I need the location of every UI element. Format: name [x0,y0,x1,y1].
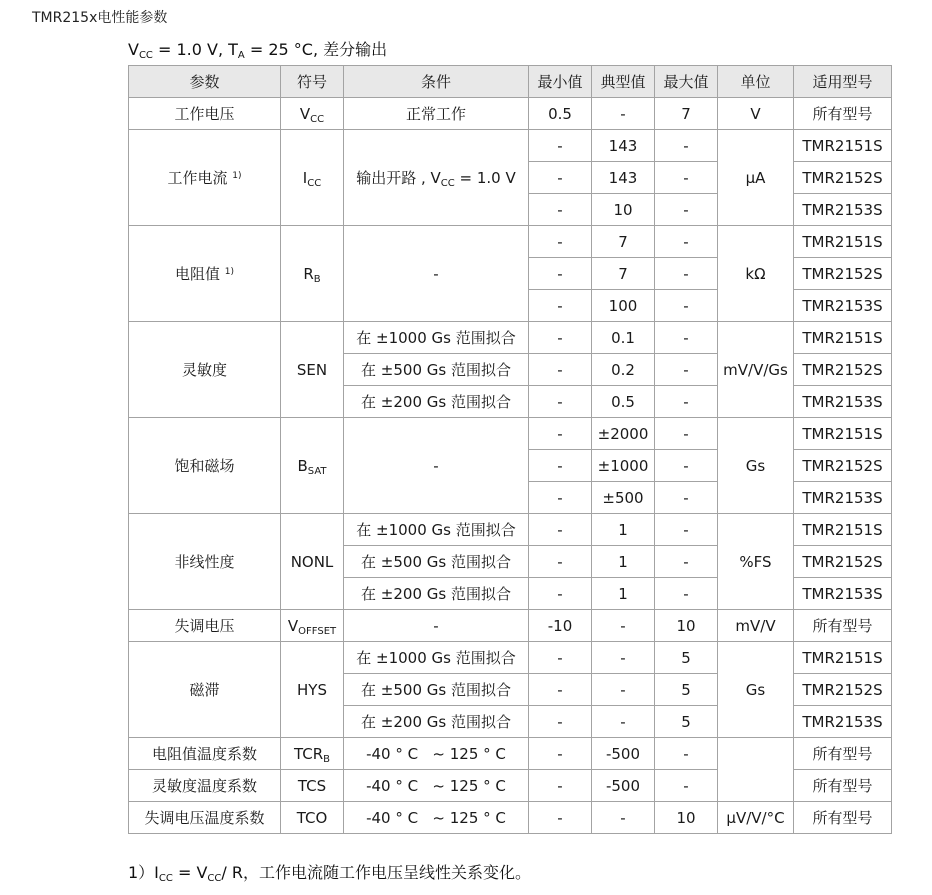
table-row [129,98,892,130]
electrical-spec-table [128,65,892,834]
model-cell: TMR2151S [794,226,892,258]
typ-cell: - [592,802,655,834]
typ-cell: 7 [592,226,655,258]
symbol-cell: HYS [281,642,344,738]
max-cell: - [655,386,718,418]
max-cell: - [655,130,718,162]
min-cell: 0.5 [529,98,592,130]
typ-cell: 1 [592,578,655,610]
typ-cell: 1 [592,514,655,546]
param-cell: 灵敏度 [129,322,281,418]
condition-cell: 输出开路 , $V_{CC} = 1.0$ V [344,130,529,226]
typ-cell: -500 [592,738,655,770]
header-cell: 条件 [344,66,529,98]
typ-cell: ±500 [592,482,655,514]
unit-cell: μV/V/°C [718,802,794,834]
min-cell: -10 [529,610,592,642]
param-cell: 非线性度 [129,514,281,610]
unit-cell: %FS [718,514,794,610]
model-cell: TMR2151S [794,322,892,354]
typ-cell: - [592,674,655,706]
max-cell: - [655,290,718,322]
typ-cell: 100 [592,290,655,322]
min-cell: - [529,770,592,802]
max-cell: - [655,354,718,386]
table-row [129,802,892,834]
unit-cell: mV/V/Gs [718,322,794,418]
symbol-cell: $V_{OFFSET}$ [281,610,344,642]
param-cell: 磁滞 [129,642,281,738]
max-cell: 5 [655,706,718,738]
condition-cell: -40 ° C ~ 125 ° C [344,738,529,770]
min-cell: - [529,290,592,322]
param-cell: 电阻值温度系数 [129,738,281,770]
condition-cell: - [344,418,529,514]
max-cell: - [655,258,718,290]
table-row [129,610,892,642]
unit-cell: V [718,98,794,130]
model-cell: TMR2153S [794,290,892,322]
max-cell: - [655,194,718,226]
table-row [129,642,892,674]
header-cell: 最小值 [529,66,592,98]
param-cell: 工作电流 $^{1)}$ [129,130,281,226]
model-cell: TMR2151S [794,130,892,162]
table-row [129,418,892,450]
symbol-cell: $R_B$ [281,226,344,322]
unit-cell: μA [718,130,794,226]
max-cell: 5 [655,642,718,674]
condition-cell: -40 ° C ~ 125 ° C [344,802,529,834]
table-row [129,226,892,258]
max-cell: - [655,738,718,770]
symbol-cell: TCS [281,770,344,802]
model-cell: TMR2151S [794,418,892,450]
condition-cell: 在 ±500 Gs 范围拟合 [344,354,529,386]
typ-cell: 0.2 [592,354,655,386]
symbol-cell: $TCR_B$ [281,738,344,770]
model-cell: TMR2153S [794,578,892,610]
min-cell: - [529,738,592,770]
min-cell: - [529,322,592,354]
min-cell: - [529,706,592,738]
header-row [129,66,892,98]
unit-cell: Gs [718,418,794,514]
typ-cell: 10 [592,194,655,226]
symbol-cell: NONL [281,514,344,610]
min-cell: - [529,674,592,706]
model-cell: TMR2153S [794,482,892,514]
table-row [129,130,892,162]
min-cell: - [529,130,592,162]
header-cell: 适用型号 [794,66,892,98]
max-cell: - [655,418,718,450]
typ-cell: 1 [592,546,655,578]
min-cell: - [529,578,592,610]
symbol-cell: SEN [281,322,344,418]
model-cell: TMR2152S [794,162,892,194]
typ-cell: - [592,706,655,738]
min-cell: - [529,482,592,514]
typ-cell: 143 [592,130,655,162]
unit-cell: Gs [718,642,794,738]
typ-cell: ±1000 [592,450,655,482]
condition-cell: 在 ±200 Gs 范围拟合 [344,386,529,418]
model-cell: 所有型号 [794,610,892,642]
param-cell: 失调电压 [129,610,281,642]
max-cell: - [655,322,718,354]
min-cell: - [529,514,592,546]
header-cell: 参数 [129,66,281,98]
max-cell: 10 [655,802,718,834]
header-cell: 符号 [281,66,344,98]
condition-cell: 正常工作 [344,98,529,130]
min-cell: - [529,354,592,386]
condition-cell: 在 ±200 Gs 范围拟合 [344,578,529,610]
typ-cell: 0.5 [592,386,655,418]
model-cell: 所有型号 [794,770,892,802]
min-cell: - [529,386,592,418]
symbol-cell: $V_{CC}$ [281,98,344,130]
model-cell: TMR2153S [794,194,892,226]
typ-cell: - [592,610,655,642]
typ-cell: - [592,642,655,674]
model-cell: TMR2151S [794,514,892,546]
param-cell: 失调电压温度系数 [129,802,281,834]
condition-cell: - [344,610,529,642]
max-cell: - [655,546,718,578]
page-title: TMR215x电性能参数 [32,10,168,26]
param-cell: 工作电压 [129,98,281,130]
typ-cell: - [592,98,655,130]
min-cell: - [529,802,592,834]
min-cell: - [529,418,592,450]
header-cell: 单位 [718,66,794,98]
model-cell: TMR2152S [794,546,892,578]
typ-cell: 0.1 [592,322,655,354]
max-cell: - [655,450,718,482]
typ-cell: ±2000 [592,418,655,450]
max-cell: - [655,770,718,802]
condition-cell: 在 ±200 Gs 范围拟合 [344,706,529,738]
param-cell: 电阻值 $^{1)}$ [129,226,281,322]
condition-cell: -40 ° C ~ 125 ° C [344,770,529,802]
param-cell: 灵敏度温度系数 [129,770,281,802]
typ-cell: -500 [592,770,655,802]
max-cell: - [655,162,718,194]
unit-cell [718,738,794,802]
table-row [129,322,892,354]
table-row [129,738,892,770]
min-cell: - [529,546,592,578]
model-cell: TMR2153S [794,386,892,418]
max-cell: - [655,226,718,258]
condition-cell: 在 ±1000 Gs 范围拟合 [344,322,529,354]
max-cell: 10 [655,610,718,642]
model-cell: TMR2152S [794,354,892,386]
model-cell: TMR2152S [794,258,892,290]
min-cell: - [529,226,592,258]
condition-cell: 在 ±500 Gs 范围拟合 [344,546,529,578]
condition-cell: 在 ±1000 Gs 范围拟合 [344,642,529,674]
min-cell: - [529,162,592,194]
max-cell: - [655,578,718,610]
param-cell: 饱和磁场 [129,418,281,514]
model-cell: TMR2152S [794,450,892,482]
max-cell: 5 [655,674,718,706]
unit-cell: mV/V [718,610,794,642]
test-conditions: $V_{CC} = 1.0$ V, $T_A = 25$ °C, 差分输出 [128,40,388,61]
max-cell: - [655,482,718,514]
typ-cell: 7 [592,258,655,290]
model-cell: 所有型号 [794,802,892,834]
min-cell: - [529,258,592,290]
min-cell: - [529,450,592,482]
condition-cell: - [344,226,529,322]
max-cell: - [655,514,718,546]
model-cell: 所有型号 [794,738,892,770]
header-cell: 最大值 [655,66,718,98]
model-cell: TMR2152S [794,674,892,706]
table-row [129,514,892,546]
symbol-cell: TCO [281,802,344,834]
condition-cell: 在 ±1000 Gs 范围拟合 [344,514,529,546]
model-cell: 所有型号 [794,98,892,130]
typ-cell: 143 [592,162,655,194]
header-cell: 典型值 [592,66,655,98]
condition-cell: 在 ±500 Gs 范围拟合 [344,674,529,706]
model-cell: TMR2151S [794,642,892,674]
unit-cell: kΩ [718,226,794,322]
symbol-cell: $B_{SAT}$ [281,418,344,514]
symbol-cell: $I_{CC}$ [281,130,344,226]
footnote: $1)I_{CC} = V_{CC}/$ R，工作电流随工作电压呈线性关系变化。 [128,863,531,884]
max-cell: 7 [655,98,718,130]
min-cell: - [529,194,592,226]
min-cell: - [529,642,592,674]
model-cell: TMR2153S [794,706,892,738]
